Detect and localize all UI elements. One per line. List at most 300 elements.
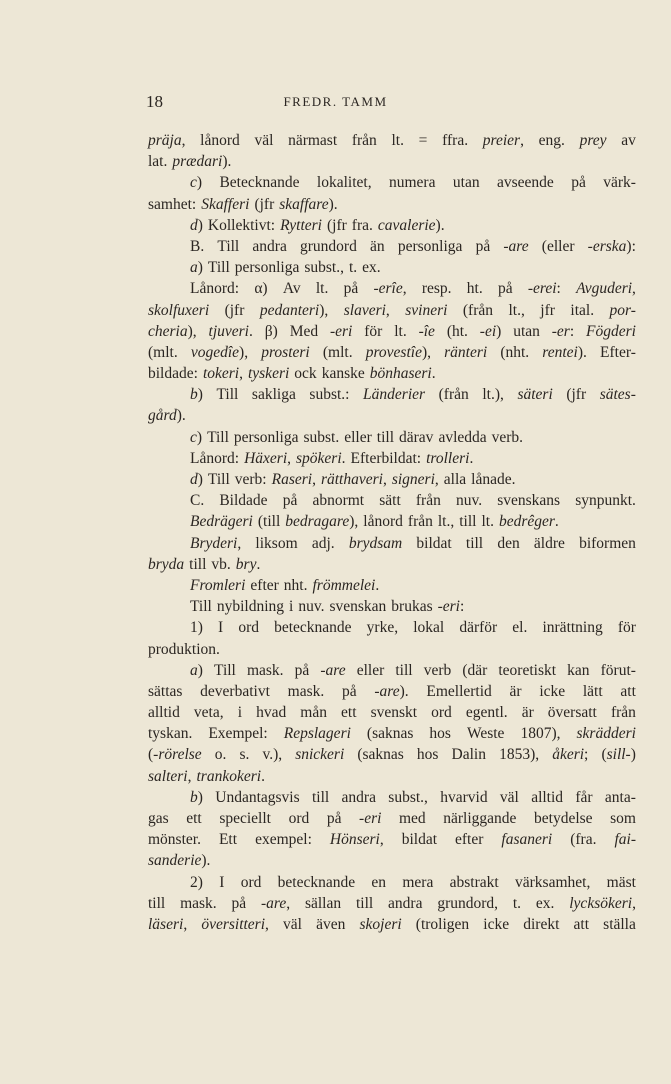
word: på — [343, 280, 359, 298]
word: B. — [190, 237, 205, 255]
word: -erîe, — [373, 280, 407, 298]
word: c) — [190, 174, 203, 192]
word: sätes- — [599, 386, 636, 404]
word: signeri, — [391, 471, 439, 488]
word: Fögderi — [586, 322, 636, 340]
word: alltid — [148, 704, 180, 722]
word: trolleri. — [426, 449, 474, 467]
text-line — [148, 639, 636, 660]
word: en — [371, 873, 387, 891]
word: hvarvid — [440, 788, 488, 806]
word: vogedîe), — [190, 343, 249, 361]
word: utan — [513, 322, 540, 340]
word: bedragare), — [285, 513, 359, 531]
word: (fra. — [570, 831, 597, 849]
word: tyskeri — [247, 365, 290, 383]
word: åkeri; — [552, 746, 589, 764]
word: därför — [459, 619, 498, 637]
word: Bedrägeri — [190, 513, 253, 531]
text-line — [148, 829, 636, 850]
word: α) — [254, 280, 268, 298]
word: subst., — [304, 259, 344, 277]
word: ord — [288, 810, 310, 827]
text-line — [148, 427, 636, 448]
word: gas — [148, 810, 169, 827]
word: till — [459, 513, 477, 531]
word: närmast — [288, 132, 338, 149]
word: lycksökeri, — [569, 894, 636, 912]
word: till — [376, 428, 395, 446]
word: mån — [300, 704, 327, 722]
text-line — [148, 617, 636, 638]
word: -eri: — [437, 598, 465, 616]
word: kan — [567, 661, 590, 679]
word: säteri — [517, 386, 553, 404]
word: till — [148, 894, 166, 912]
word: sättas — [148, 682, 183, 700]
word: brukas — [391, 598, 433, 616]
text-line — [148, 236, 636, 257]
word: lätt — [582, 682, 603, 700]
word: lånord — [363, 513, 403, 531]
word: bildat — [416, 534, 452, 552]
text-line — [148, 448, 636, 469]
word: pedanteri), — [259, 301, 329, 319]
word: Rytteri — [280, 216, 322, 234]
word: eng. — [538, 132, 565, 149]
word: (jfr — [224, 301, 245, 319]
word: eller — [344, 428, 372, 446]
word: andra — [252, 237, 287, 255]
word: (ht. — [446, 322, 468, 340]
word: por- — [609, 301, 636, 319]
word: sakliga — [251, 386, 296, 404]
word: värk- — [603, 174, 636, 192]
word: betydelse — [534, 810, 593, 827]
word: ex. — [535, 894, 555, 912]
word: (där — [462, 661, 488, 679]
text-line — [148, 130, 636, 151]
word: av — [621, 132, 636, 149]
word: I — [219, 873, 225, 891]
word: produktion. — [148, 640, 220, 658]
word: direkt — [523, 915, 560, 933]
word: subst.: — [309, 386, 350, 404]
word: svenskans — [497, 492, 561, 510]
word: liksom — [255, 534, 298, 552]
text-line — [148, 554, 636, 575]
text-line — [148, 596, 636, 617]
word: präja, — [148, 132, 186, 149]
word: verb — [423, 661, 452, 679]
word: Lånord: — [190, 449, 240, 467]
word: (mlt. — [148, 343, 178, 361]
word: -eri — [329, 322, 353, 340]
word: Till — [216, 386, 239, 404]
word: synpunkt. — [575, 492, 636, 510]
word: väl — [499, 788, 519, 806]
word: speciellt — [219, 810, 271, 827]
word: nuv. — [298, 598, 325, 616]
word: -are, — [261, 894, 291, 912]
word: (jfr — [254, 195, 275, 213]
word: (nht. — [500, 343, 530, 361]
word: avseende — [496, 174, 554, 192]
word: Till — [207, 428, 229, 446]
text-line — [148, 511, 636, 532]
word: är — [521, 704, 534, 722]
word: lt. — [391, 132, 404, 149]
word: Ett — [218, 831, 238, 849]
word: väl — [283, 915, 302, 933]
page-number: 18 — [146, 92, 163, 111]
word: lt. — [481, 513, 494, 531]
word: ett — [186, 810, 202, 827]
text-line — [148, 300, 636, 321]
word: deverbativt — [200, 682, 270, 700]
word: mask. — [180, 894, 217, 912]
text-line — [148, 744, 636, 765]
word: s. — [239, 746, 250, 764]
word: får — [575, 788, 593, 806]
text-line — [148, 702, 636, 723]
word: 2) — [190, 873, 203, 891]
word: på — [571, 174, 586, 192]
word: brydsam — [348, 534, 403, 552]
word: icke — [539, 682, 566, 700]
word: Emellertid — [426, 682, 492, 700]
word: -eri — [359, 810, 382, 827]
word: numera — [389, 174, 436, 192]
word: grundord — [300, 237, 357, 255]
word: ord — [240, 873, 262, 891]
word: att — [573, 915, 590, 933]
word: trankokeri. — [196, 767, 265, 785]
word: personliga — [233, 428, 299, 446]
text-line — [148, 575, 636, 596]
word: verb. — [491, 428, 524, 446]
word: (från — [438, 386, 469, 404]
word: gård). — [148, 407, 186, 425]
word: -are — [320, 661, 346, 679]
word: (jfr — [566, 386, 587, 404]
word: jfr — [540, 301, 555, 319]
text-line — [148, 850, 636, 871]
word: efter — [250, 576, 279, 594]
text-line — [148, 172, 636, 193]
word: (eller — [541, 237, 575, 255]
word: (saknas — [357, 746, 404, 764]
word: bildade: — [148, 365, 198, 383]
word: Skafferi — [201, 195, 250, 213]
word: prey — [579, 132, 607, 149]
word: bryda — [148, 555, 185, 573]
word: (mlt. — [322, 343, 353, 361]
word: prædari). — [172, 153, 232, 171]
word: veta, — [193, 704, 224, 722]
word: lat. — [148, 153, 168, 171]
word: Fromleri — [190, 576, 246, 594]
text-line — [148, 787, 636, 808]
word: t. — [348, 259, 358, 277]
word: bildat — [401, 831, 438, 849]
word: -erei: — [527, 280, 561, 298]
word: Till — [214, 661, 236, 679]
word: ock — [294, 365, 317, 383]
word: -ei) — [479, 322, 502, 340]
word: Weste — [466, 725, 505, 743]
word: till — [311, 788, 330, 806]
word: Av — [282, 280, 301, 298]
word: rentei). — [542, 343, 587, 361]
word: a) — [190, 259, 203, 277]
word: exempel: — [255, 831, 312, 849]
word: på — [231, 894, 247, 912]
word: på — [282, 492, 298, 510]
word: rätthaveri, — [320, 471, 387, 488]
word: cavalerie). — [377, 216, 445, 234]
text-line — [148, 405, 636, 426]
word: grundord, — [437, 894, 499, 912]
text-line — [148, 278, 636, 299]
word: även — [316, 915, 346, 933]
word: alla — [443, 471, 467, 488]
word: Bryderi, — [190, 534, 242, 552]
word: på — [497, 280, 513, 298]
word: samhet: — [148, 195, 197, 213]
word: snickeri — [295, 746, 345, 764]
word: -are). — [374, 682, 409, 700]
word: lt.), — [482, 386, 504, 404]
word: till — [355, 894, 374, 912]
word: egentl. — [465, 704, 508, 722]
word: frömmelei. — [312, 576, 380, 594]
word: ital. — [570, 301, 595, 319]
word: sällan — [304, 894, 342, 912]
word: provestîe), — [365, 343, 431, 361]
word: ränteri — [444, 343, 488, 361]
word: lt., — [508, 301, 525, 319]
word: spökeri. — [296, 449, 346, 467]
word: -er: — [551, 322, 575, 340]
word: Dalin — [451, 746, 486, 764]
word: väl — [254, 132, 274, 149]
word: tyskan. — [148, 725, 193, 743]
text-line — [148, 893, 636, 914]
word: efter — [455, 831, 484, 849]
word: ord — [431, 704, 452, 722]
word: Till — [217, 237, 240, 255]
word: I — [218, 619, 224, 637]
word: närliggande — [443, 810, 517, 827]
word: salteri, — [148, 767, 192, 785]
word: Med — [289, 322, 319, 340]
word: -îe — [418, 322, 435, 340]
word: -are — [503, 237, 529, 255]
word: personliga — [397, 237, 463, 255]
word: C. — [190, 492, 205, 510]
word: anta- — [604, 788, 636, 806]
word: tokeri, — [202, 365, 243, 383]
word: Avguderi, — [576, 280, 636, 298]
word: som — [610, 810, 636, 827]
word: teoretiskt — [498, 661, 557, 679]
word: subst. — [303, 428, 340, 446]
text-line — [148, 490, 636, 511]
word: hvad — [256, 704, 287, 722]
word: tjuveri. — [208, 322, 253, 340]
word: preier, — [482, 132, 524, 149]
word: abstrakt — [449, 873, 499, 891]
word: från — [415, 492, 441, 510]
word: kanske — [321, 365, 365, 383]
text-line — [148, 872, 636, 893]
text-line — [148, 321, 636, 342]
word: slaveri, — [343, 301, 390, 319]
word: lt. — [394, 322, 407, 340]
word: än — [370, 237, 385, 255]
word: t. — [512, 894, 522, 912]
word: ord — [238, 619, 259, 637]
word: lokalitet, — [316, 174, 372, 192]
text-line — [148, 766, 636, 787]
word: andra — [388, 894, 423, 912]
word: fra. — [351, 216, 373, 234]
word: avledda — [438, 428, 487, 446]
word: därav — [399, 428, 434, 446]
word: icke — [483, 915, 510, 933]
word: Häxeri, — [244, 449, 291, 467]
text-line — [148, 342, 636, 363]
word: Exempel: — [208, 725, 268, 743]
word: adj. — [311, 534, 335, 552]
word: för — [617, 619, 636, 637]
text-line — [148, 215, 636, 236]
word: prosteri — [261, 343, 310, 361]
word: Raseri, — [271, 471, 316, 488]
word: (sill-) — [601, 746, 636, 764]
word: på — [341, 682, 357, 700]
word: svenskt — [370, 704, 418, 722]
word: mäst — [606, 873, 636, 891]
word: på — [475, 237, 491, 255]
word: ht. — [466, 280, 483, 298]
word: Efterbildat: — [350, 449, 422, 467]
word: till — [395, 661, 413, 679]
word: sätt — [379, 492, 401, 510]
text-line — [148, 194, 636, 215]
word: ex. — [362, 259, 381, 277]
word: lokal — [413, 619, 445, 637]
word: v.), — [262, 746, 283, 764]
word: Till — [190, 598, 212, 616]
word: (troligen — [415, 915, 470, 933]
word: äldre — [533, 534, 565, 552]
text-line — [148, 533, 636, 554]
word: mask. — [287, 682, 325, 700]
word: resp. — [421, 280, 452, 298]
word: subst., — [388, 788, 428, 806]
word: värksamhet, — [515, 873, 591, 891]
word: lånord — [200, 132, 240, 149]
word: Repslageri — [283, 725, 351, 743]
word: biformen — [579, 534, 636, 552]
word: läseri, — [148, 915, 188, 933]
word: Till — [207, 259, 230, 277]
word: vb. — [211, 555, 231, 573]
word: hos — [429, 725, 451, 743]
word: på — [294, 661, 310, 679]
word: skaffare). — [279, 195, 338, 213]
word: (-rörelse — [148, 746, 202, 764]
word: -erska): — [587, 237, 636, 255]
word: o. — [214, 746, 227, 764]
word: eller — [356, 661, 385, 679]
word: = — [418, 132, 428, 149]
word: andra — [341, 788, 376, 806]
word: Kollektivt: — [207, 216, 276, 234]
text-line — [148, 681, 636, 702]
running-head: FREDR. TAMM — [283, 94, 388, 109]
word: lt. — [315, 280, 329, 298]
body-text — [148, 130, 636, 935]
text-line — [148, 914, 636, 935]
word: (till — [257, 513, 281, 531]
word: förut- — [600, 661, 636, 679]
word: Länderier — [363, 386, 426, 404]
word: nht. — [283, 576, 308, 594]
word: lt., — [437, 513, 455, 531]
word: på — [326, 810, 342, 827]
word: med — [399, 810, 426, 827]
word: betecknande — [274, 619, 352, 637]
word: ett — [341, 704, 357, 722]
word: svenskan — [329, 598, 387, 616]
word: översitteri, — [201, 915, 269, 933]
word: d) — [190, 216, 203, 234]
text-line — [148, 151, 636, 172]
word: svineri — [405, 301, 448, 319]
word: nybildning — [216, 598, 285, 616]
word: el. — [512, 619, 528, 637]
word: b) — [190, 386, 203, 404]
word: den — [497, 534, 520, 552]
word: skrädderi — [576, 725, 636, 743]
word: skojeri — [359, 915, 402, 933]
word: i — [237, 704, 242, 722]
word: alltid — [531, 788, 564, 806]
word: bedrêger. — [498, 513, 559, 531]
word: i — [289, 598, 294, 616]
word: skolfuxeri — [148, 301, 210, 319]
word: b) — [190, 788, 203, 806]
word: a) — [190, 661, 203, 679]
word: från — [610, 704, 636, 722]
text-line — [148, 723, 636, 744]
word: till — [189, 555, 207, 573]
word: är — [509, 682, 522, 700]
word: mask. — [246, 661, 284, 679]
word: (från — [462, 301, 494, 319]
word: ffra. — [442, 132, 469, 149]
word: hos — [416, 746, 439, 764]
word: mönster. — [148, 831, 201, 849]
word: 1) — [190, 619, 203, 637]
word: Lånord: — [190, 280, 240, 298]
word: Undantagsvis — [215, 788, 300, 806]
text-line — [148, 660, 636, 681]
text-line — [148, 808, 636, 829]
